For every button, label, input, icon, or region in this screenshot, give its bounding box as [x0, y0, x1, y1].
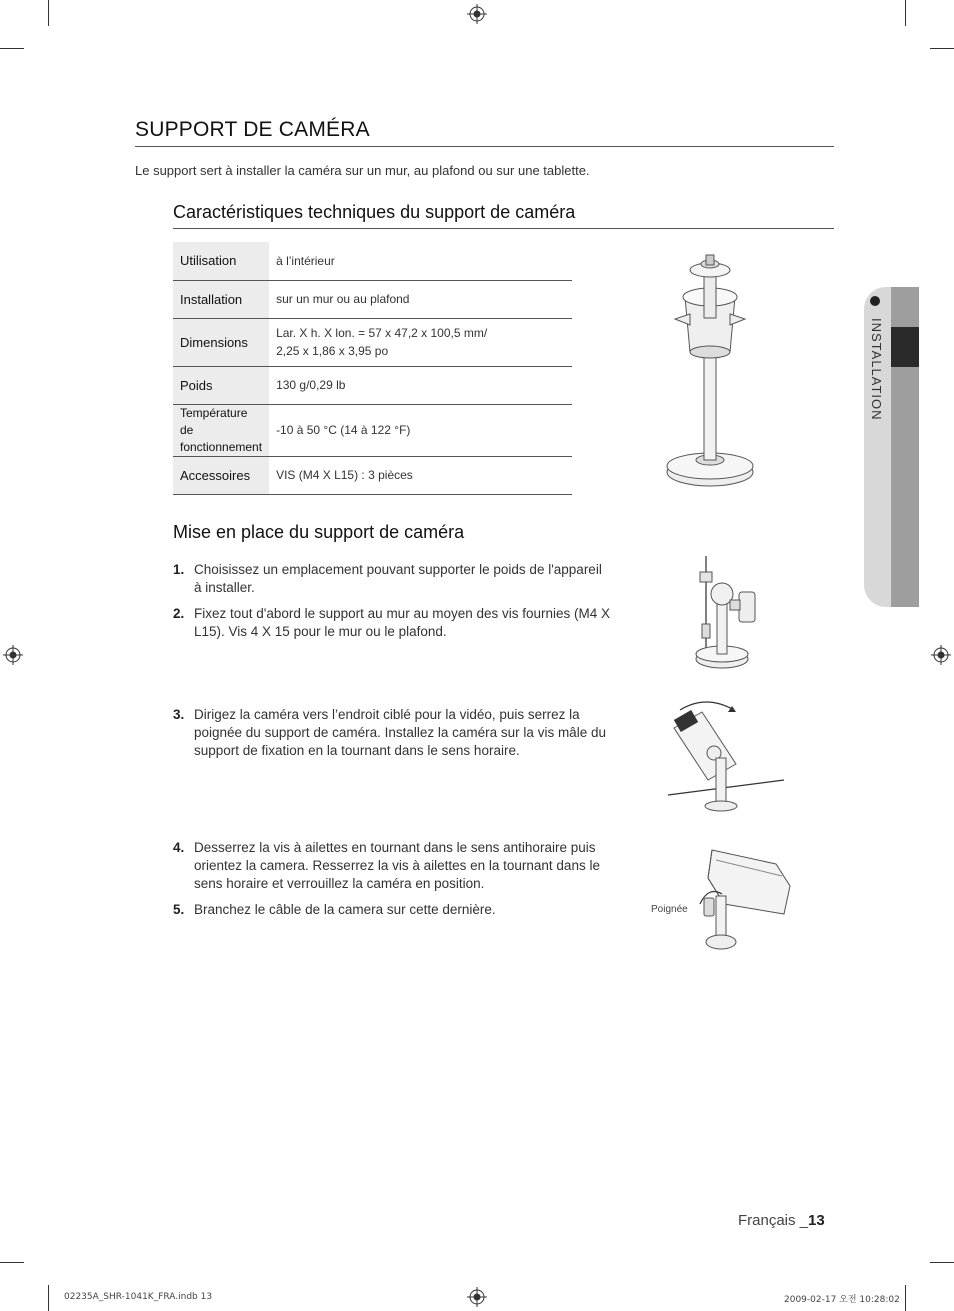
page-footer: [738, 1212, 825, 1229]
steps-group-3: [173, 839, 613, 927]
table-row: [173, 404, 572, 456]
step-text: Dirigez la caméra vers l’endroit ciblé pour la vidéo, puis serrez la poignée du support de caméra. Installez la caméra sur la vis mâle du support de fixation en la tournant dans le sens horaire.: [194, 707, 606, 758]
crop-mark: [48, 1285, 49, 1311]
step-text: Branchez le câble de la camera sur cette dernière.: [194, 902, 496, 917]
spec-value: à l’intérieur: [269, 242, 572, 280]
intro-text: Le support sert à installer la caméra sur un mur, au plafond ou sur une tablette.: [135, 163, 590, 178]
list-item: [173, 706, 613, 760]
spec-label-line: fonctionnement: [180, 439, 263, 454]
spec-label: Accessoires: [173, 456, 269, 494]
spec-label: Installation: [173, 280, 269, 318]
steps-group-1: [173, 561, 613, 649]
table-row: [173, 280, 572, 318]
spec-value: sur un mur ou au plafond: [269, 280, 572, 318]
crop-mark: [930, 1262, 954, 1263]
table-row: [173, 456, 572, 494]
spec-label: Poids: [173, 366, 269, 404]
step-number: 5.: [173, 902, 185, 917]
step-number: 1.: [173, 562, 185, 577]
step-number: 4.: [173, 840, 185, 855]
step-text: Fixez tout d'abord le support au mur au moyen des vis fournies (M4 X L15). Vis 4 X 15 pour le mur ou le plafond.: [194, 606, 611, 639]
table-row: [173, 318, 572, 366]
spec-value: VIS (M4 X L15) : 3 pièces: [269, 456, 572, 494]
list-item: [173, 561, 613, 597]
mounting-heading: Mise en place du support de caméra: [173, 522, 465, 542]
spec-label: Utilisation: [173, 242, 269, 280]
side-tab-label: INSTALLATION: [869, 318, 884, 421]
table-row: [173, 366, 572, 404]
steps-group-2: [173, 706, 613, 768]
table-row: [173, 242, 572, 280]
print-slug-date: 2009-02-17 오전 10:28:02: [784, 1295, 900, 1305]
camera-handle-illustration: [696, 842, 796, 954]
step-text: Desserrez la vis à ailettes en tournant dans le sens antihoraire puis orientez la camera. Resserrez la vis à ailettes en la tournant dans le sens horaire et verrouillez la caméra en position.: [194, 840, 600, 891]
print-slug-file: 02235A_SHR-1041K_FRA.indb 13: [64, 1292, 213, 1302]
specs-table: [173, 242, 572, 495]
page-title: SUPPORT DE CAMÉRA: [135, 118, 834, 147]
crop-mark: [905, 1285, 906, 1311]
crop-mark: [0, 1262, 24, 1263]
spec-value: 130 g/0,29 lb: [269, 366, 572, 404]
spec-label: Dimensions: [173, 318, 269, 366]
camera-rotate-illustration: [666, 698, 786, 816]
crop-mark: [930, 48, 954, 49]
registration-mark-icon: [467, 1287, 487, 1307]
spec-value: -10 à 50 °C (14 à 122 °F): [269, 404, 572, 456]
figure-label: Poignée: [651, 904, 688, 915]
side-tab-marker: [891, 327, 919, 367]
registration-mark-icon: [3, 645, 23, 665]
wall-mount-illustration: [692, 556, 762, 678]
registration-mark-icon: [467, 4, 487, 24]
list-item: [173, 605, 613, 641]
step-number: 2.: [173, 606, 185, 621]
registration-mark-icon: [931, 645, 951, 665]
spec-label: [173, 404, 269, 456]
bullet-icon: [870, 296, 880, 306]
specs-heading: Caractéristiques techniques du support de caméra: [173, 202, 834, 229]
spec-value-line: Lar. X h. X lon. = 57 x 47,2 x 100,5 mm/: [276, 326, 488, 340]
crop-mark: [0, 48, 24, 49]
list-item: [173, 901, 613, 919]
crop-mark: [48, 0, 49, 26]
footer-language: Français _: [738, 1212, 809, 1229]
spec-label-line: Température de: [180, 405, 248, 437]
crop-mark: [905, 0, 906, 26]
spec-value-line: 2,25 x 1,86 x 3,95 po: [276, 344, 389, 358]
bracket-illustration: [660, 252, 760, 494]
list-item: [173, 839, 613, 893]
step-text: Choisissez un emplacement pouvant supporter le poids de l'appareil à installer.: [194, 562, 602, 595]
page-number: 13: [808, 1212, 825, 1229]
step-number: 3.: [173, 707, 185, 722]
spec-value: [269, 318, 572, 366]
